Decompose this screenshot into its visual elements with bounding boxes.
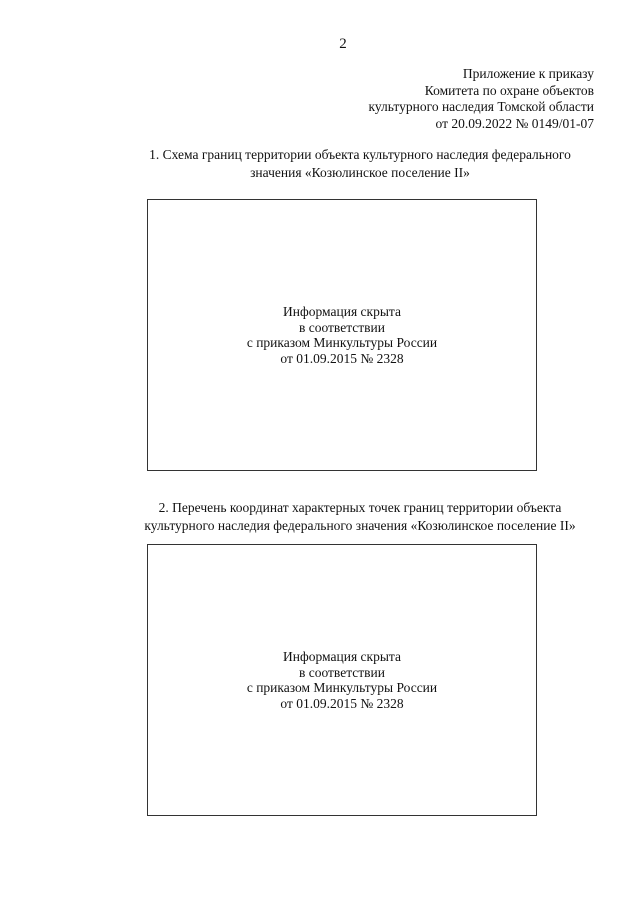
appendix-header — [274, 66, 594, 132]
appendix-line: Приложение к приказу — [462, 66, 594, 81]
section-1-title-line: 1. Схема границ территории объекта культурного наследия федерального — [149, 147, 571, 162]
page-number: 2 — [339, 36, 347, 52]
notice-line: в соответствии — [298, 319, 385, 335]
appendix-line: культурного наследия Томской области — [368, 99, 594, 114]
appendix-line: от 20.09.2022 № 0149/01-07 — [435, 115, 594, 131]
notice-line: Информация скрыта — [283, 649, 401, 664]
section-2-title-line: культурного наследия федерального значения «Козюлинское поселение II» — [144, 518, 576, 533]
appendix-line: Комитета по охране объектов — [424, 82, 594, 98]
notice-line: от 01.09.2015 № 2328 — [280, 350, 404, 366]
notice-line: в соответствии — [298, 664, 385, 680]
section-2-title — [100, 499, 620, 535]
hidden-info-notice — [247, 304, 437, 366]
section-1-title — [100, 146, 620, 182]
section-1-hidden-info-box — [147, 199, 537, 471]
notice-line: Информация скрыта — [283, 304, 401, 319]
notice-line: с приказом Минкультуры России — [246, 680, 438, 695]
section-2-hidden-info-box — [147, 544, 537, 816]
section-1-title-line: значения «Козюлинское поселение II» — [250, 165, 470, 180]
notice-line: от 01.09.2015 № 2328 — [280, 695, 404, 711]
section-2-title-line: 2. Перечень координат характерных точек границ территории объекта — [158, 500, 562, 515]
hidden-info-notice — [247, 649, 437, 711]
notice-line: с приказом Минкультуры России — [246, 335, 438, 350]
